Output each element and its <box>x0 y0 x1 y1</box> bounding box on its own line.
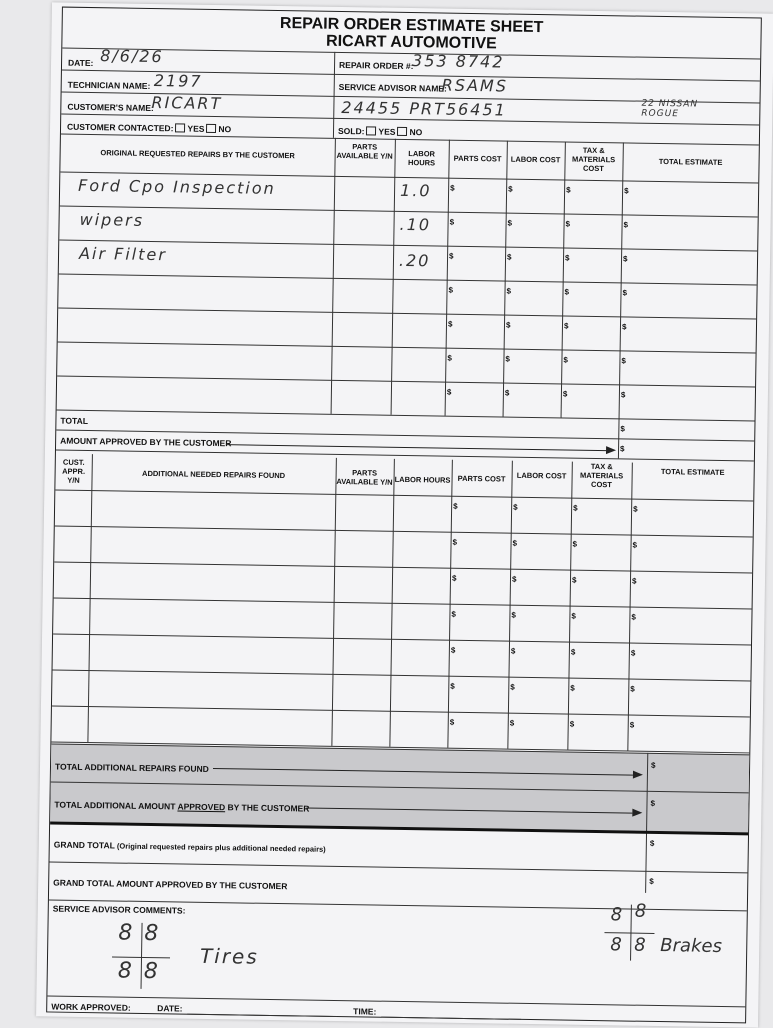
sold-no-checkbox[interactable] <box>397 127 407 136</box>
dollar-sign: $ <box>573 503 578 513</box>
labor-hours-value[interactable]: .10 <box>399 214 432 235</box>
time-signature-line[interactable] <box>381 1017 521 1020</box>
amount-approved-label: AMOUNT APPROVED BY THE CUSTOMER <box>60 435 232 449</box>
dollar-sign: $ <box>631 612 636 622</box>
customer-name-label: CUSTOMER'S NAME: <box>67 101 154 114</box>
repair-item[interactable]: wipers <box>79 209 145 230</box>
header-parts-cost: PARTS COST <box>457 473 506 484</box>
header-labor-hours: LABOR HOURS <box>394 474 451 485</box>
dollar-sign: $ <box>451 573 457 583</box>
technician-value[interactable]: 2197 <box>153 71 203 91</box>
dollar-sign: $ <box>569 719 575 729</box>
repair-order-form <box>46 7 762 1024</box>
dollar-sign: $ <box>448 285 454 295</box>
dollar-sign: $ <box>564 253 570 263</box>
original-repairs-table <box>56 134 759 465</box>
dollar-sign: $ <box>563 355 568 365</box>
dollar-sign: $ <box>513 502 518 512</box>
customer-contacted-label <box>67 122 231 135</box>
approved-arrow-line <box>226 444 606 451</box>
header-original-repairs: ORIGINAL REQUESTED REPAIRS BY THE CUSTOMER <box>100 148 295 161</box>
dollar-sign: $ <box>649 876 654 886</box>
contacted-yes-checkbox[interactable] <box>175 123 185 132</box>
dollar-sign: $ <box>447 353 452 363</box>
dollar-sign: $ <box>450 681 455 691</box>
yes-label: YES <box>378 126 396 137</box>
sold-text: SOLD: <box>337 125 365 137</box>
dollar-sign: $ <box>507 218 513 228</box>
dollar-sign: $ <box>649 838 655 848</box>
dollar-sign: $ <box>451 609 456 619</box>
no-label: NO <box>218 124 232 135</box>
dollar-sign: $ <box>621 356 626 366</box>
contacted-no-checkbox[interactable] <box>206 124 216 133</box>
dollar-sign: $ <box>630 648 636 658</box>
header-labor-hours: LABOR HOURS <box>407 149 436 168</box>
dollar-sign: $ <box>449 251 454 261</box>
total-label: TOTAL <box>60 415 89 427</box>
arrow-icon <box>632 809 642 817</box>
grand-total-label: GRAND TOTAL (Original requested repairs plus additional needed repairs) <box>53 839 326 854</box>
dollar-sign: $ <box>565 219 571 229</box>
dollar-sign: $ <box>571 575 577 585</box>
dollar-sign: $ <box>631 576 637 586</box>
dollar-sign: $ <box>563 321 569 331</box>
customer-name-value[interactable]: RICART <box>151 92 223 114</box>
header-tax-materials: TAX & MATERIALS COST <box>571 145 616 174</box>
dollar-sign: $ <box>508 184 513 194</box>
comment-tires[interactable]: Tires <box>199 943 259 969</box>
dollar-sign: $ <box>449 217 455 227</box>
dollar-sign: $ <box>447 319 453 329</box>
header-parts-cost: PARTS COST <box>453 153 502 164</box>
dollar-sign: $ <box>450 645 456 655</box>
header-parts-available: PARTS AVAILABLE Y/N <box>336 468 393 487</box>
labor-hours-value[interactable]: 1.0 <box>399 180 432 201</box>
dollar-sign: $ <box>449 717 455 727</box>
no-label: NO <box>409 127 423 138</box>
dollar-sign: $ <box>450 183 455 193</box>
technician-label: TECHNICIAN NAME: <box>67 79 151 91</box>
dollar-sign: $ <box>446 387 452 397</box>
repair-item[interactable]: Air Filter <box>78 243 168 265</box>
brakes-fraction-icon: 8 8 8 8 <box>63 8 761 19</box>
dollar-sign: $ <box>512 538 518 548</box>
header-additional-repairs: ADDITIONAL NEEDED REPAIRS FOUND <box>142 468 286 481</box>
dollar-sign: $ <box>453 501 458 511</box>
dollar-sign: $ <box>510 682 515 692</box>
customer-contacted-text: CUSTOMER CONTACTED: <box>66 121 174 134</box>
dollar-sign: $ <box>651 760 656 770</box>
arrow-icon <box>606 446 616 454</box>
arrow-icon <box>633 771 643 779</box>
dollar-sign: $ <box>623 220 629 230</box>
dollar-sign: $ <box>620 424 625 434</box>
comment-brakes[interactable]: Brakes <box>660 935 723 958</box>
dollar-sign: $ <box>630 684 635 694</box>
additional-repairs-table <box>51 454 753 755</box>
footer-date-label: DATE: <box>157 1003 183 1014</box>
dollar-sign: $ <box>505 320 511 330</box>
work-approved-label: WORK APPROVED: <box>51 1001 131 1013</box>
header-tax-materials: TAX & MATERIALS COST <box>579 461 624 490</box>
comments-label: SERVICE ADVISOR COMMENTS: <box>52 903 186 916</box>
dollar-sign: $ <box>620 390 626 400</box>
repair-order-label: REPAIR ORDER #: <box>338 59 414 72</box>
dollar-sign: $ <box>619 444 625 454</box>
dollar-sign: $ <box>452 537 458 547</box>
dollar-sign: $ <box>629 720 635 730</box>
paper-sheet <box>36 2 773 1027</box>
header-cust-appr: CUST. APPR. Y/N <box>62 457 86 485</box>
dollar-sign: $ <box>571 611 576 621</box>
vehicle-value[interactable]: 22 NISSAN ROGUE <box>641 98 699 120</box>
tires-fraction-icon: 8 8 8 8 <box>63 8 761 19</box>
labor-hours-value[interactable]: .20 <box>398 250 431 271</box>
dollar-sign: $ <box>621 322 627 332</box>
dollar-sign: $ <box>504 388 510 398</box>
dollar-sign: $ <box>509 718 515 728</box>
total-additional-repairs-label: TOTAL ADDITIONAL REPAIRS FOUND <box>54 761 209 774</box>
dollar-sign: $ <box>570 647 576 657</box>
header-total-estimate: TOTAL ESTIMATE <box>658 156 723 167</box>
dollar-sign: $ <box>633 504 638 514</box>
header-total-estimate: TOTAL ESTIMATE <box>660 467 725 478</box>
stock-number-value[interactable]: 24455 PRT56451 <box>341 97 507 120</box>
repair-item[interactable]: Ford Cpo Inspection <box>77 175 276 198</box>
sold-yes-checkbox[interactable] <box>366 126 376 135</box>
header-labor-cost: LABOR COST <box>516 470 567 481</box>
dollar-sign: $ <box>622 288 628 298</box>
grand-total-approved-label: GRAND TOTAL AMOUNT APPROVED BY THE CUSTOMER <box>53 877 288 892</box>
dollar-sign: $ <box>564 287 570 297</box>
header-parts-available: PARTS AVAILABLE Y/N <box>336 142 393 161</box>
header-divider <box>333 52 335 138</box>
dollar-sign: $ <box>572 539 578 549</box>
date-label: DATE: <box>67 57 94 69</box>
yes-label: YES <box>187 123 205 134</box>
title-line-2: RICART AUTOMOTIVE <box>325 32 497 53</box>
dollar-sign: $ <box>632 540 638 550</box>
dollar-sign: $ <box>562 389 568 399</box>
dollar-sign: $ <box>570 683 575 693</box>
service-advisor-value[interactable]: RSAMS <box>441 75 509 96</box>
sold-label <box>338 126 422 137</box>
dollar-sign: $ <box>566 185 571 195</box>
dollar-sign: $ <box>510 646 516 656</box>
dollar-sign: $ <box>506 252 512 262</box>
dollar-sign: $ <box>622 254 628 264</box>
dollar-sign: $ <box>505 354 510 364</box>
total-additional-approved-label: TOTAL ADDITIONAL AMOUNT APPROVED BY THE CUSTOMER <box>54 799 310 814</box>
footer-time-label: TIME: <box>353 1006 377 1017</box>
repair-order-value[interactable]: 353 8742 <box>411 51 505 72</box>
header-labor-cost: LABOR COST <box>510 154 561 165</box>
dollar-sign: $ <box>624 186 629 196</box>
title-line-1: REPAIR ORDER ESTIMATE SHEET <box>279 14 544 37</box>
dollar-sign: $ <box>511 610 516 620</box>
date-value[interactable]: 8/6/26 <box>100 46 164 67</box>
service-advisor-label: SERVICE ADVISOR NAME: <box>338 81 447 94</box>
dollar-sign: $ <box>650 798 656 808</box>
dollar-sign: $ <box>506 286 512 296</box>
date-signature-line[interactable] <box>187 1014 337 1017</box>
dollar-sign: $ <box>511 574 517 584</box>
